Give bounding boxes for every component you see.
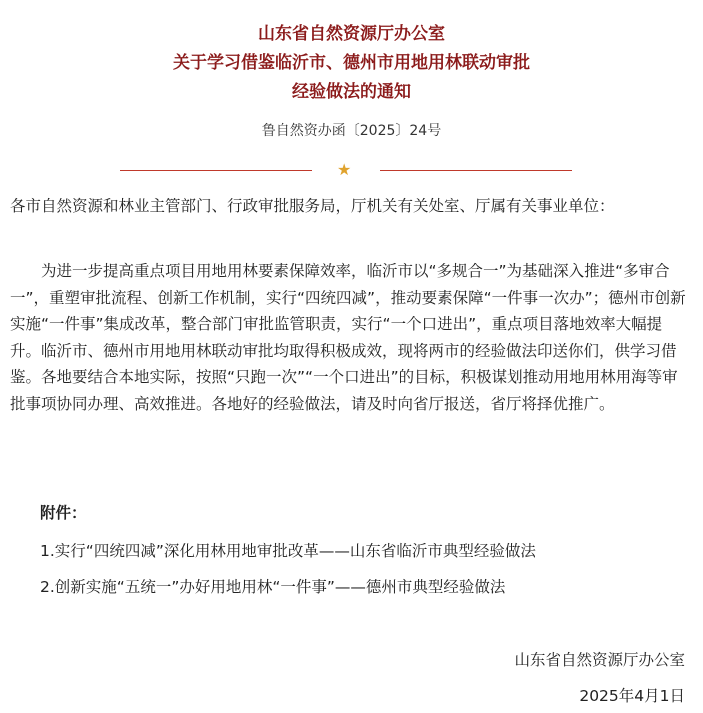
document-number: 鲁自然资办函〔2025〕24号 — [261, 123, 442, 139]
divider-rule-right — [380, 170, 572, 171]
issue-date: 2025年4月1日 — [579, 687, 685, 705]
divider-rule-left — [120, 170, 312, 171]
attachment-item-2[interactable]: 2.创新实施“五统一”办好用地用林“一件事”——德州市典型经验做法 — [40, 578, 506, 596]
title-line-3: 经验做法的通知 — [292, 82, 411, 102]
signature: 山东省自然资源厅办公室 — [514, 651, 685, 669]
title-line-1: 山东省自然资源厅办公室 — [258, 24, 445, 44]
title-line-2: 关于学习借鉴临沂市、德州市用地用林联动审批 — [173, 53, 530, 73]
star-icon: ★ — [337, 160, 352, 179]
header-divider — [0, 160, 703, 180]
attachment-item-1[interactable]: 1.实行“四统四减”深化用林用地审批改革——山东省临沂市典型经验做法 — [40, 542, 536, 560]
salutation: 各市自然资源和林业主管部门、行政审批服务局，厅机关有关处室、厅属有关事业单位： — [10, 197, 615, 215]
body-paragraph: 为进一步提高重点项目用地用林要素保障效率，临沂市以“多规合一”为基础深入推进“多审合一”，重塑审批流程、创新工作机制，实行“四统四减”，推动要素保障“一件事一次办”；德州市创新实施“一件事”集成改革，整合部门审批监管职责，实行“一个口进出”，重点项目落地效率大幅提升。临沂市、德州市用地用林联动审批均取得积极成效，现将两市的经验做法印送你们，供学习借鉴。各地要结合本地实际，按照“只跑一次”“一个口进出”的目标，积极谋划推动用地用林用海等审批事项协同办理、高效推进。各地好的经验做法，请及时向省厅报送，省厅将择优推广。 — [10, 262, 686, 413]
document-title — [0, 20, 703, 107]
attachments-label: 附件： — [40, 504, 87, 522]
